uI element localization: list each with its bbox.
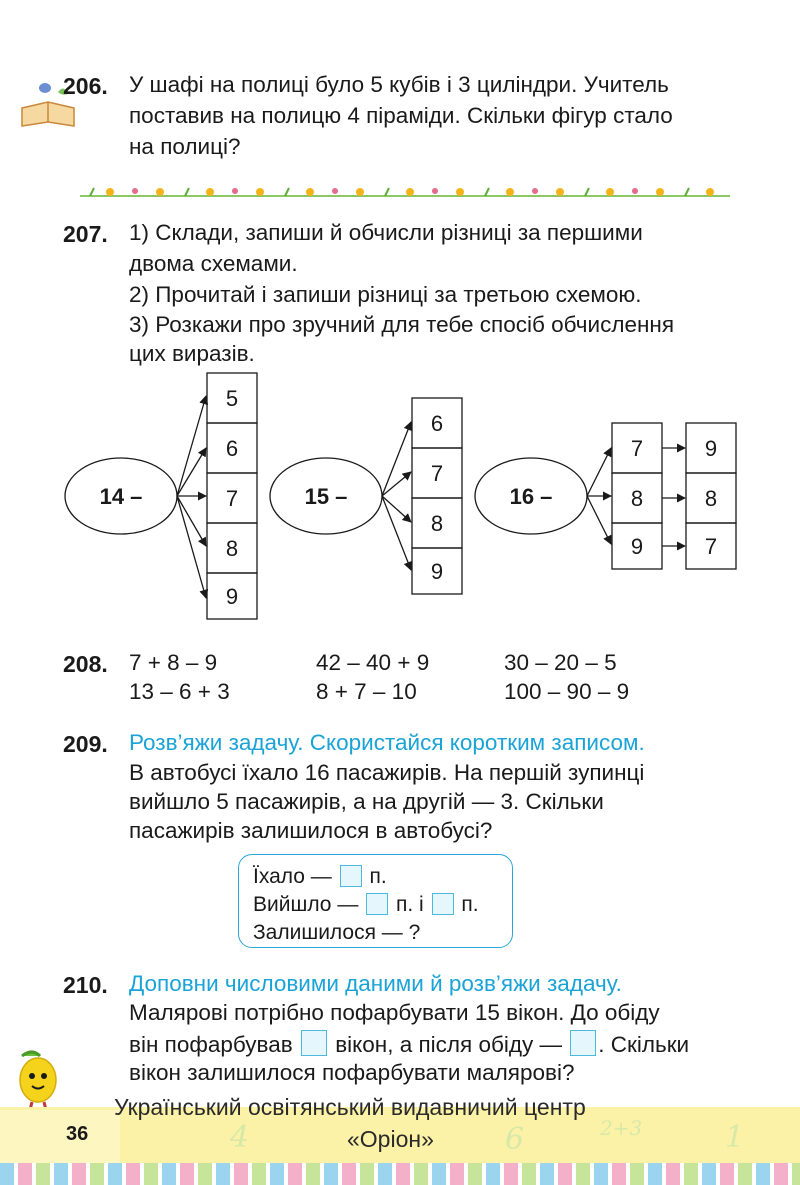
scheme-3-result-value-2: 8 <box>704 486 718 511</box>
task-206-number: 206. <box>63 73 108 99</box>
short-record-box <box>238 854 513 948</box>
scheme-2-value-2: 7 <box>430 461 444 486</box>
task-209-line-1: В автобусі їхало 16 пасажирів. На першій зупинці <box>129 760 645 785</box>
task-208-expr-2-2: 8 + 7 – 10 <box>316 679 417 704</box>
scheme-2-label: 15 – <box>304 484 348 509</box>
scheme-2-value-4: 9 <box>430 559 444 584</box>
task-210-line-3: вікон залишилося пофарбувати малярові? <box>129 1060 575 1085</box>
answer-box[interactable] <box>340 865 362 887</box>
task-210-number: 210. <box>63 972 108 998</box>
scheme-1-value-2: 6 <box>225 436 239 461</box>
scheme-2-value-3: 8 <box>430 511 444 536</box>
footer-decor-digits: 4 6 2+3 1 <box>230 1116 745 1157</box>
answer-box[interactable] <box>301 1030 327 1056</box>
answer-box[interactable] <box>432 893 454 915</box>
scheme-1-value-4: 8 <box>225 536 239 561</box>
short-record-row-3: Залишилося — ? <box>253 921 421 944</box>
task-210-line-2: він пофарбував вікон, а після обіду — . Скільки <box>129 1032 690 1057</box>
task-208-number: 208. <box>63 651 108 677</box>
task-207-number: 207. <box>63 221 108 247</box>
lemon-mascot-icon <box>10 1048 66 1112</box>
task-208-expr-2-3: 100 – 90 – 9 <box>504 679 630 704</box>
task-207-line-4: 3) Розкажи про зручний для тебе спосіб обчислення <box>129 312 675 337</box>
scheme-3-result-value-1: 9 <box>704 436 718 461</box>
task-210-instruction: Доповни числовими даними й розв’яжи задачу. <box>129 971 622 996</box>
task-208-expr-2-1: 13 – 6 + 3 <box>129 679 230 704</box>
task-209-line-3: пасажирів залишилося в автобусі? <box>129 818 493 843</box>
subtraction-schemes <box>0 370 800 630</box>
scheme-3-value-1: 7 <box>630 436 644 461</box>
task-209-number: 209. <box>63 731 108 757</box>
task-208-expr-1-1: 7 + 8 – 9 <box>129 650 218 675</box>
footer-stripes <box>0 1163 800 1185</box>
scheme-3-label: 16 – <box>509 484 553 509</box>
task-209-line-2: вийшло 5 пасажирів, а на другій — 3. Скільки <box>129 789 604 814</box>
task-210-line-1: Малярові потрібно пофарбувати 15 вікон. До обіду <box>129 1000 660 1025</box>
publisher-name: Український освітянський видавничий центр <box>114 1094 586 1120</box>
answer-box[interactable] <box>366 893 388 915</box>
scheme-3-value-3: 9 <box>630 534 644 559</box>
scheme-1-value-1: 5 <box>225 386 239 411</box>
page-number-tab <box>0 1110 120 1165</box>
task-206-line-2: поставив на полицю 4 піраміди. Скільки фігур стало <box>129 103 673 128</box>
short-record-row-2: Вийшло — п. і п. <box>253 893 479 916</box>
page-number: 36 <box>66 1123 89 1145</box>
scheme-2-value-1: 6 <box>430 411 444 436</box>
task-207-line-3: 2) Прочитай і запиши різниці за третьою схемою. <box>129 282 642 307</box>
task-208-expr-1-2: 42 – 40 + 9 <box>316 650 430 675</box>
task-207-line-5: цих виразів. <box>129 341 255 366</box>
short-record-row-1: Їхало — п. <box>253 865 387 888</box>
task-208-expr-1-3: 30 – 20 – 5 <box>504 650 617 675</box>
flower-divider <box>70 180 738 202</box>
task-209-instruction: Розв’яжи задачу. Скористайся коротким записом. <box>129 730 645 755</box>
scheme-1-value-3: 7 <box>225 486 239 511</box>
task-207-line-2: двома схемами. <box>129 251 298 276</box>
scheme-1-value-5: 9 <box>225 584 239 609</box>
publisher-brand: «Оріон» <box>347 1126 434 1152</box>
scheme-3-result-value-3: 7 <box>704 534 718 559</box>
task-206-line-1: У шафі на полиці було 5 кубів і 3 циліндри. Учитель <box>129 72 669 97</box>
answer-box[interactable] <box>570 1030 596 1056</box>
scheme-3-value-2: 8 <box>630 486 644 511</box>
task-207-line-1: 1) Склади, запиши й обчисли різниці за першими <box>129 220 643 245</box>
scheme-1-label: 14 – <box>99 484 143 509</box>
task-206-line-3: на полиці? <box>129 134 241 159</box>
